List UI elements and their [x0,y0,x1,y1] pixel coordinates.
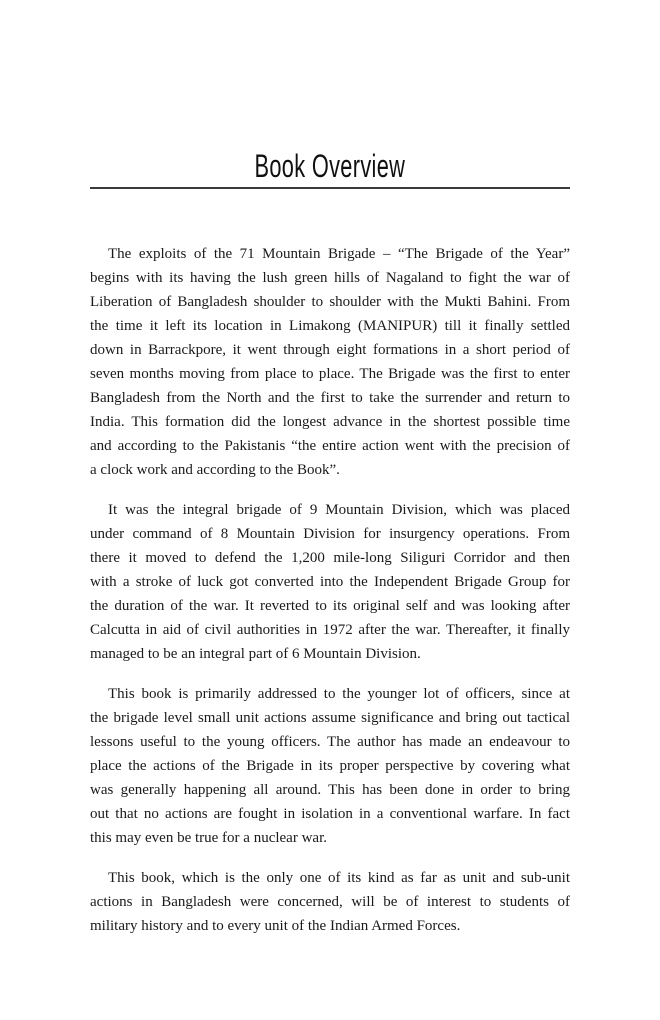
text-line: out that no actions are fought in isolation in a conventional warfare. In fact [90,806,570,822]
text-line: and according to the Pakistanis “the entire action went with the precision of [90,438,570,454]
text-line: This book is primarily addressed to the younger lot of officers, since at [108,686,570,702]
text-line: seven months moving from place to place. The Brigade was the first to enter [90,366,570,382]
text-line: under command of 8 Mountain Division for insurgency operations. From [90,526,570,542]
text-line: place the actions of the Brigade in its proper perspective by covering what [90,758,570,774]
text-line: begins with its having the lush green hills of Nagaland to fight the war of [90,270,570,286]
paragraph [90,866,570,938]
text-line: there it moved to defend the 1,200 mile-long Siliguri Corridor and then [90,550,570,566]
page-title [0,146,660,186]
text-line: Bangladesh from the North and the first to take the surrender and return to [90,390,570,406]
text-line: a clock work and according to the Book”. [90,462,340,478]
text-line: down in Barrackpore, it went through eight formations in a short period of [90,342,570,358]
text-line: actions in Bangladesh were concerned, will be of interest to students of [90,894,570,910]
text-line: military history and to every unit of the Indian Armed Forces. [90,918,461,934]
text-line: lessons useful to the young officers. The author has made an endeavour to [90,734,570,750]
text-line: This book, which is the only one of its kind as far as unit and sub-unit [108,870,570,886]
text-line: Liberation of Bangladesh shoulder to shoulder with the Mukti Bahini. From [90,294,570,310]
text-line: the duration of the war. It reverted to its original self and was looking after [90,598,570,614]
text-line: the brigade level small unit actions assume significance and bring out tactical [90,710,570,726]
text-line: The exploits of the 71 Mountain Brigade – “The Brigade of the Year” [108,246,570,262]
text-line: It was the integral brigade of 9 Mountain Division, which was placed [108,502,570,518]
title-divider [90,187,570,189]
text-line: this may even be true for a nuclear war. [90,830,327,846]
text-line: India. This formation did the longest advance in the shortest possible time [90,414,570,430]
paragraph [90,242,570,482]
body-text [90,242,570,954]
paragraph [90,498,570,666]
text-line: Calcutta in aid of civil authorities in 1972 after the war. Thereafter, it finally [90,622,570,638]
page-title-text: Book Overview [254,148,406,184]
text-line: the time it left its location in Limakong (MANIPUR) till it finally settled [90,318,570,334]
text-line: with a stroke of luck got converted into the Independent Brigade Group for [90,574,570,590]
text-line: managed to be an integral part of 6 Mountain Division. [90,646,421,662]
text-line: was generally happening all around. This has been done in order to bring [90,782,570,798]
paragraph [90,682,570,850]
